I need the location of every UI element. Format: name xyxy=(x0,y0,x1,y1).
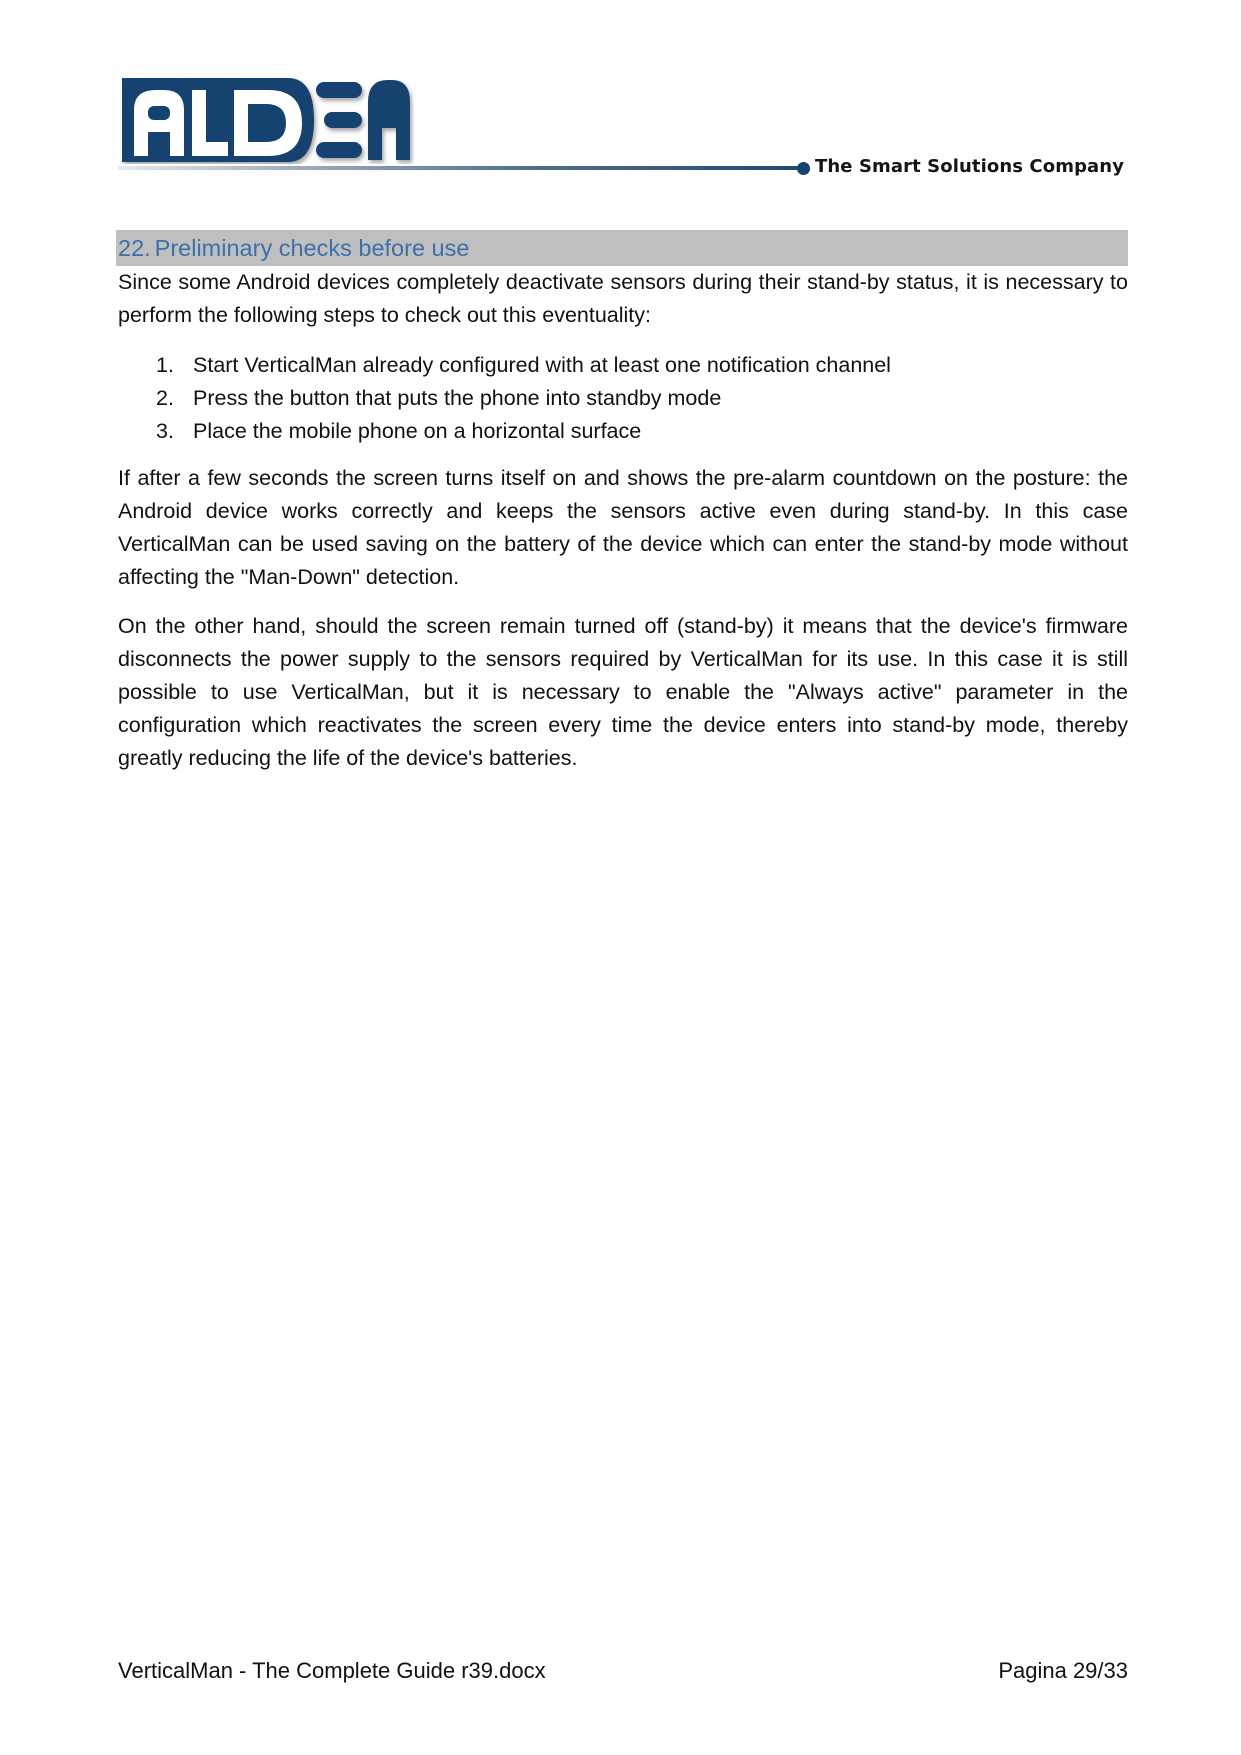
header-bullet-icon xyxy=(797,162,810,175)
section-number: 22. xyxy=(118,235,151,261)
footer-page-number: Pagina 29/33 xyxy=(998,1658,1128,1683)
steps-list xyxy=(118,349,1128,448)
page-content xyxy=(118,230,1128,775)
step-number: 2. xyxy=(156,386,174,410)
company-tagline: The Smart Solutions Company xyxy=(815,156,1125,177)
step-number: 1. xyxy=(156,353,174,377)
step-text: Place the mobile phone on a horizontal surface xyxy=(193,419,642,443)
section-title: Preliminary checks before use xyxy=(154,235,470,261)
section-heading xyxy=(116,230,1128,266)
aldea-logo-icon xyxy=(118,76,414,164)
list-item xyxy=(118,349,1128,382)
footer-document-name: VerticalMan - The Complete Guide r39.docx xyxy=(118,1658,546,1683)
step-text: Press the button that puts the phone into standby mode xyxy=(193,386,722,410)
page-header xyxy=(0,0,1241,200)
result-paragraph-not-working: On the other hand, should the screen remain turned off (stand-by) it means that the device's firmware disconnects the power supply to the sensors required by VerticalMan for its use. In this case it is still possible to use VerticalMan, but it is necessary to enable the "Always active" parameter in the configuration which reactivates the screen every time the device enters into stand-by mode, thereby greatly reducing the life of the device's batteries. xyxy=(118,614,1128,770)
list-item xyxy=(118,415,1128,448)
header-divider-line xyxy=(118,166,802,170)
result-paragraph-working: If after a few seconds the screen turns itself on and shows the pre-alarm countdown on the posture: the Android device works correctly and keeps the sensors active even during stand-by. In this case VerticalMan can be used saving on the battery of the device which can enter the stand-by mode without affecting the "Man-Down" detection. xyxy=(118,466,1128,589)
list-item xyxy=(118,382,1128,415)
step-text: Start VerticalMan already configured with at least one notification channel xyxy=(193,353,891,377)
intro-paragraph: Since some Android devices completely deactivate sensors during their stand-by status, it is necessary to perform the following steps to check out this eventuality: xyxy=(118,270,1128,327)
step-number: 3. xyxy=(156,419,174,443)
